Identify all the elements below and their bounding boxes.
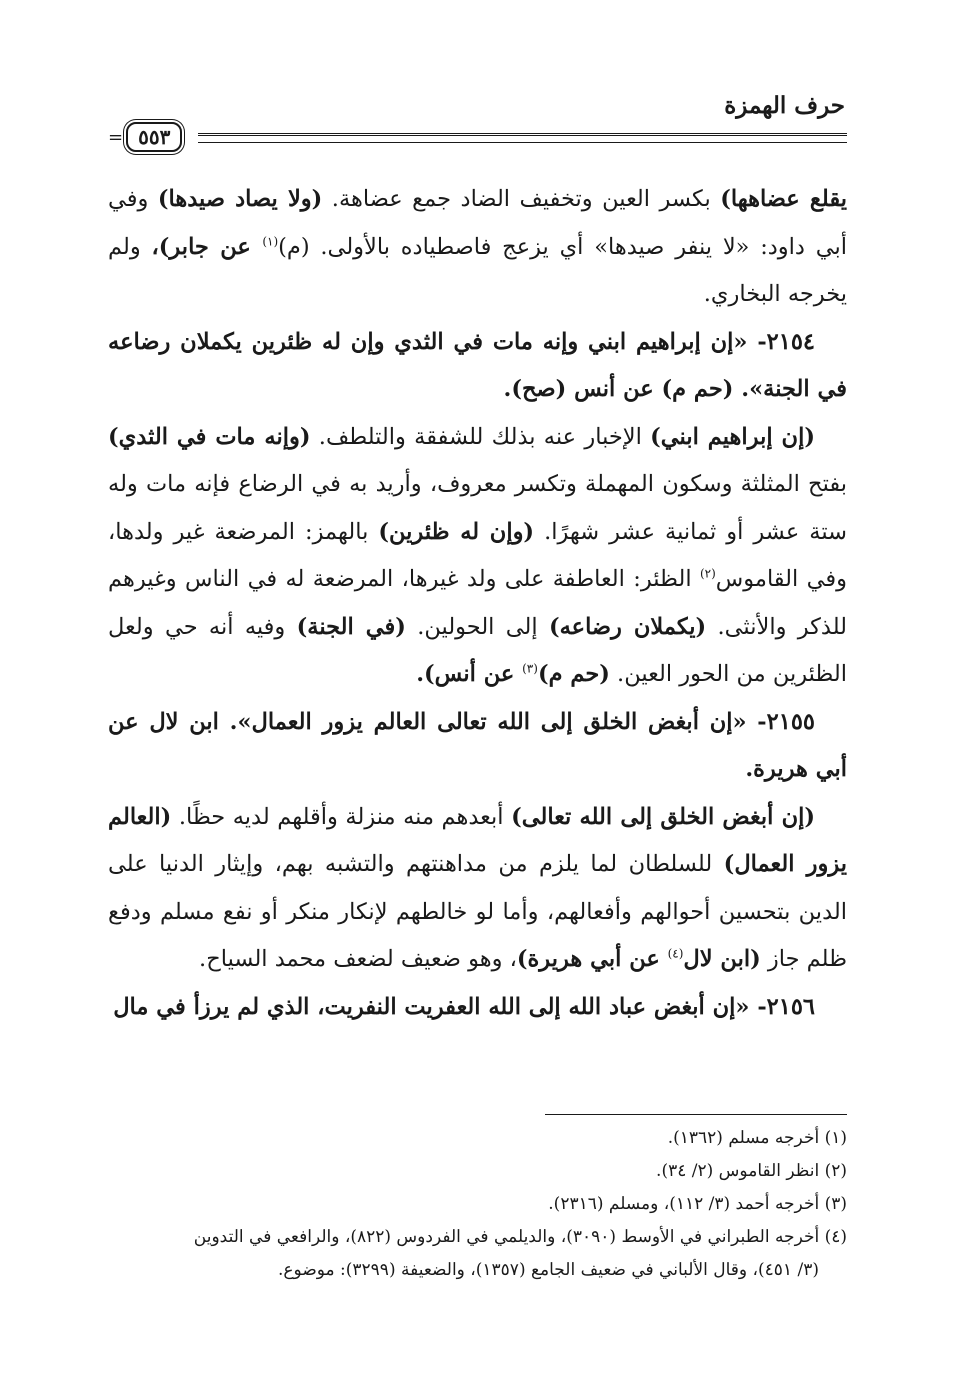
footnote-3: (٣) أخرجه أحمد (٣/ ١١٢)، ومسلم (٢٣١٦).	[548, 1194, 847, 1214]
page-number-ornament	[108, 120, 200, 154]
page-number: ٥٥٣	[126, 122, 182, 152]
footnote-ref-2: (٢)	[699, 566, 716, 581]
header-rule	[198, 133, 847, 143]
text-run: الظئر: العاطفة على ولد غيرها، المرضعة له في الناس وغيرهم للذكر والأنثى.	[108, 566, 847, 640]
paragraph-5	[108, 794, 847, 984]
page-number-prefix: =	[108, 126, 124, 148]
text-run: أبعدهم منه منزلة وأقلهم لديه حظًا.	[171, 803, 512, 830]
bold-phrase: (يكملان رضاعه)	[548, 613, 707, 640]
bold-phrase: (العالم يزور العمال)	[108, 803, 848, 877]
running-header-title: حرف الهمزة	[724, 92, 845, 119]
bold-phrase: يقلع عضاهها)	[720, 186, 847, 212]
text-run: وفيه أنه حي ولعل الظئرين من الحور العين.	[108, 613, 847, 687]
footnote-ref-4: (٤)	[667, 946, 684, 961]
bold-phrase: (وإنه مات في الثدي)	[108, 423, 311, 450]
footnote-2: (٢) انظر القاموس (٢/ ٣٤).	[656, 1161, 847, 1181]
hadith-text: ٢١٥٤- «إن إبراهيم ابني وإنه مات في الثدي وإن له ظئرين يكملان رضاعه في الجنة».	[108, 328, 847, 402]
footnote-ref-3: (٣)	[522, 661, 538, 676]
footnote-4: (٤) أخرجه الطبراني في الأوسط (٣٠٩٠)، والديلمي في الفردوس (٨٢٢)، والرافعي في التدوين	[193, 1227, 847, 1247]
hadith-2156	[108, 984, 847, 1032]
bold-phrase: عن جابر)،	[151, 233, 263, 260]
text-run: بكسر العين وتخفيف الضاد جمع عضاهة.	[322, 186, 721, 212]
hadith-text: ٢١٥٦- «إن أبغض عباد الله إلى الله العفريت النفريت، الذي لم يرزأ في مال	[113, 993, 815, 1020]
footnote-4-continued: (٣/ ٤٥١)، وقال الألباني في ضعيف الجامع (١٣٥٧)، والضعيفة (٣٢٩٩): موضوع.	[277, 1260, 819, 1280]
bold-phrase: (ولا يصاد صيدها)	[157, 186, 323, 212]
bold-phrase: (ابن لال	[683, 946, 761, 972]
text-run: بالهمز: المرضعة غير ولدها، وفي القاموس	[108, 518, 848, 592]
text-run: بفتح المثلثة وسكون المهملة وتكسر معروف، وأريد به في الرضاع فإنه مات وله ستة عشر أو ثمانية عشر شهرًا.	[108, 471, 847, 545]
hadith-2155	[108, 699, 847, 794]
text-run: للسلطان لما يلزم من مداهنتهم والتشبه بهم، وإيثار الدنيا على الدين بتحسين أحوالهم وأفعالهم، وأما لو خالطهم لإنكار منكر أو نفع مسلم ودفع ظلم جاز	[108, 851, 847, 972]
hadith-source: (حم م) عن أنس (صح).	[503, 376, 742, 402]
hadith-text: ٢١٥٥- «إن أبغض الخلق إلى الله تعالى العالم يزور العمال». ابن لال عن أبي هريرة.	[108, 708, 847, 782]
bold-phrase: (وإن له ظئرين)	[378, 518, 535, 545]
footnotes	[108, 1122, 847, 1287]
bold-phrase: عن أنس).	[416, 661, 523, 687]
main-text	[108, 176, 847, 1031]
footnote-ref-1: (١)	[262, 234, 279, 248]
footnote-separator	[545, 1114, 847, 1115]
bold-phrase: (حم م)	[537, 661, 610, 687]
text-run: إلى الحولين.	[405, 613, 549, 640]
paragraph-3	[108, 414, 847, 699]
bold-phrase: (في الجنة)	[296, 613, 406, 640]
bold-phrase: عن أبي هريرة)	[516, 946, 668, 972]
paragraph-1	[108, 176, 847, 319]
footnote-1: (١) أخرجه مسلم (١٣٦٢).	[667, 1128, 847, 1148]
text-run: الإخبار عنه بذلك للشفقة والتلطف.	[310, 423, 651, 450]
bold-phrase: (إن إبراهيم ابني)	[650, 423, 815, 450]
hadith-2154	[108, 319, 847, 414]
bold-phrase: (إن أبغض الخلق إلى الله تعالى)	[511, 803, 815, 830]
text-run: وفي أبي داود: «لا ينفر صيدها» أي يزعج فاصطياده بالأولى. (م)	[108, 186, 847, 260]
text-run: ، وهو ضعيف لضعف محمد السياح.	[199, 946, 517, 972]
text-run: ولم يخرجه البخاري.	[108, 233, 847, 307]
